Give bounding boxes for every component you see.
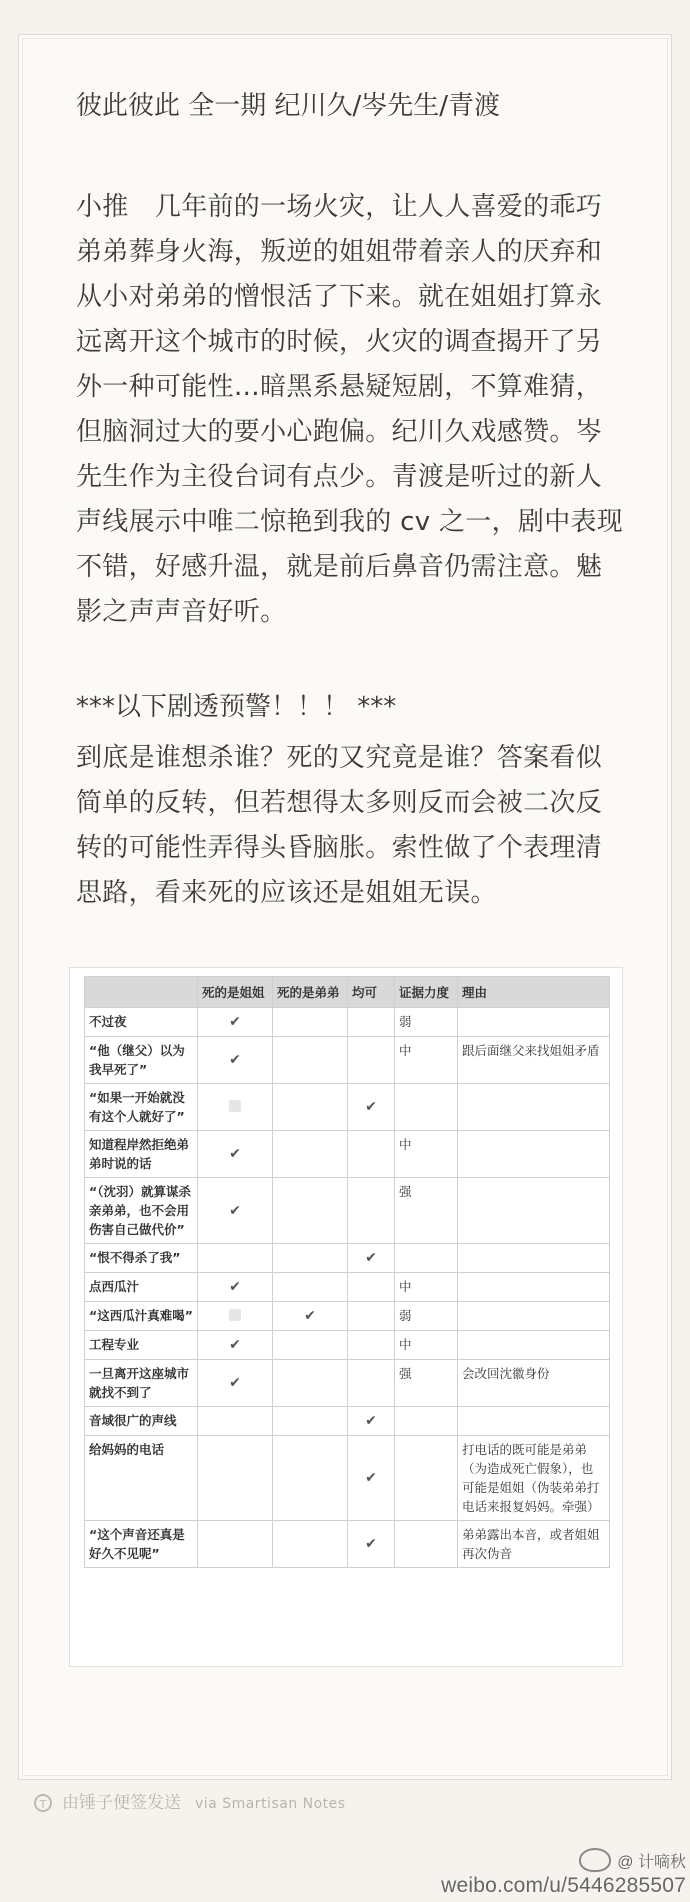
reason-cell bbox=[458, 1302, 610, 1331]
check-cell bbox=[273, 1407, 348, 1436]
check-cell bbox=[348, 1521, 395, 1568]
table-header-cell: 理由 bbox=[458, 977, 610, 1008]
table-row bbox=[85, 1407, 610, 1436]
checkmark-icon: ✔ bbox=[229, 1337, 241, 1353]
table-row bbox=[85, 1302, 610, 1331]
empty-checkbox-icon bbox=[229, 1309, 241, 1321]
check-cell bbox=[198, 1244, 273, 1273]
reason-cell bbox=[458, 1244, 610, 1273]
clue-cell: “恨不得杀了我” bbox=[85, 1244, 198, 1273]
check-cell bbox=[348, 1178, 395, 1244]
check-cell bbox=[348, 1436, 395, 1521]
table-header-cell: 证据力度 bbox=[395, 977, 458, 1008]
checkmark-icon: ✔ bbox=[229, 1279, 241, 1295]
watermark-handle: @ 计嘀秋 bbox=[617, 1853, 686, 1871]
check-cell bbox=[273, 1178, 348, 1244]
strength-cell bbox=[395, 1521, 458, 1568]
clue-cell: “如果一开始就没有这个人就好了” bbox=[85, 1084, 198, 1131]
check-cell bbox=[348, 1331, 395, 1360]
reason-cell bbox=[458, 1178, 610, 1244]
sent-by-text: 由锤子便签发送 bbox=[62, 1793, 181, 1813]
table-row bbox=[85, 1178, 610, 1244]
checkmark-icon: ✔ bbox=[365, 1413, 377, 1429]
clue-cell: “这个声音还真是好久不见呢” bbox=[85, 1521, 198, 1568]
strength-cell: 强 bbox=[395, 1360, 458, 1407]
check-cell bbox=[348, 1302, 395, 1331]
check-cell bbox=[198, 1008, 273, 1037]
clue-cell: 音域很广的声线 bbox=[85, 1407, 198, 1436]
checkmark-icon: ✔ bbox=[365, 1470, 377, 1486]
analysis-paragraph: 到底是谁想杀谁？死的又究竟是谁？答案看似简单的反转，但若想得太多则反而会被二次反转的可能性弄得头昏脑胀。索性做了个表理清思路，看来死的应该还是姐姐无误。 bbox=[76, 743, 603, 908]
spoiler-warning: ***以下剧透预警！！！ *** bbox=[76, 692, 397, 722]
reason-cell bbox=[458, 1407, 610, 1436]
checkmark-icon: ✔ bbox=[229, 1014, 241, 1030]
note-footer bbox=[34, 1788, 346, 1813]
strength-cell: 中 bbox=[395, 1331, 458, 1360]
strength-cell: 中 bbox=[395, 1131, 458, 1178]
check-cell bbox=[198, 1273, 273, 1302]
table-row bbox=[85, 1436, 610, 1521]
note-content bbox=[76, 84, 624, 916]
weibo-watermark bbox=[441, 1848, 686, 1898]
table-header-cell: 死的是姐姐 bbox=[198, 977, 273, 1008]
check-cell bbox=[198, 1178, 273, 1244]
check-cell bbox=[198, 1131, 273, 1178]
smartisan-logo-icon: T bbox=[34, 1794, 52, 1812]
checkmark-icon: ✔ bbox=[365, 1250, 377, 1266]
reason-cell bbox=[458, 1273, 610, 1302]
check-cell bbox=[198, 1084, 273, 1131]
clue-cell: 不过夜 bbox=[85, 1008, 198, 1037]
reason-cell bbox=[458, 1131, 610, 1178]
checkmark-icon: ✔ bbox=[229, 1375, 241, 1391]
strength-cell bbox=[395, 1407, 458, 1436]
clue-cell: 一旦离开这座城市就找不到了 bbox=[85, 1360, 198, 1407]
strength-cell: 中 bbox=[395, 1037, 458, 1084]
table-row bbox=[85, 1331, 610, 1360]
table-row bbox=[85, 1131, 610, 1178]
table-row bbox=[85, 1521, 610, 1568]
reason-cell bbox=[458, 1084, 610, 1131]
check-cell bbox=[273, 1521, 348, 1568]
strength-cell bbox=[395, 1244, 458, 1273]
intro-paragraph: 小推 几年前的一场火灾，让人人喜爱的乖巧弟弟葬身火海，叛逆的姐姐带着亲人的厌弃和从小对弟弟的憎恨活了下来。就在姐姐打算永远离开这个城市的时候，火灾的调查揭开了另外一种可能性…暗黑系悬疑短剧，不算难猜，但脑洞过大的要小心跑偏。纪川久戏感赞。岑先生作为主役台词有点少。青渡是听过的新人声线展示中唯二惊艳到我的 cv 之一，剧中表现不错，好感升温，就是前后鼻音仍需注意。魅影之声声音好听。 bbox=[76, 192, 624, 627]
strength-cell bbox=[395, 1084, 458, 1131]
check-cell bbox=[348, 1131, 395, 1178]
strength-cell: 弱 bbox=[395, 1008, 458, 1037]
empty-checkbox-icon bbox=[229, 1100, 241, 1112]
reason-cell: 打电话的既可能是弟弟（为造成死亡假象），也可能是姐姐（伪装弟弟打电话来报复妈妈。牵强） bbox=[458, 1436, 610, 1521]
table-body bbox=[85, 1008, 610, 1568]
reason-cell: 跟后面继父来找姐姐矛盾 bbox=[458, 1037, 610, 1084]
check-cell bbox=[198, 1360, 273, 1407]
check-cell bbox=[198, 1302, 273, 1331]
analysis-table-image bbox=[70, 968, 622, 1666]
check-cell bbox=[198, 1331, 273, 1360]
checkmark-icon: ✔ bbox=[304, 1308, 316, 1324]
check-cell bbox=[273, 1084, 348, 1131]
clue-cell: 知道程岸然拒绝弟弟时说的话 bbox=[85, 1131, 198, 1178]
table-header-cell: 死的是弟弟 bbox=[273, 977, 348, 1008]
table-row bbox=[85, 1037, 610, 1084]
checkmark-icon: ✔ bbox=[365, 1536, 377, 1552]
clue-cell: “这西瓜汁真难喝” bbox=[85, 1302, 198, 1331]
check-cell bbox=[348, 1360, 395, 1407]
checkmark-icon: ✔ bbox=[229, 1052, 241, 1068]
check-cell bbox=[198, 1521, 273, 1568]
checkmark-icon: ✔ bbox=[229, 1202, 241, 1219]
strength-cell bbox=[395, 1436, 458, 1521]
checkmark-icon: ✔ bbox=[229, 1146, 241, 1162]
table-row bbox=[85, 1273, 610, 1302]
check-cell bbox=[273, 1008, 348, 1037]
clue-cell: 点西瓜汁 bbox=[85, 1273, 198, 1302]
table-header-cell bbox=[85, 977, 198, 1008]
check-cell bbox=[273, 1244, 348, 1273]
via-text: via Smartisan Notes bbox=[195, 1796, 346, 1812]
table-row bbox=[85, 1084, 610, 1131]
check-cell bbox=[273, 1131, 348, 1178]
check-cell bbox=[273, 1360, 348, 1407]
clue-cell: 工程专业 bbox=[85, 1331, 198, 1360]
clue-cell: “他（继父）以为我早死了” bbox=[85, 1037, 198, 1084]
check-cell bbox=[273, 1331, 348, 1360]
check-cell bbox=[273, 1436, 348, 1521]
check-cell bbox=[273, 1273, 348, 1302]
check-cell bbox=[348, 1084, 395, 1131]
check-cell bbox=[198, 1407, 273, 1436]
reason-cell: 弟弟露出本音，或者姐姐再次伪音 bbox=[458, 1521, 610, 1568]
check-cell bbox=[348, 1037, 395, 1084]
check-cell bbox=[348, 1273, 395, 1302]
reason-cell bbox=[458, 1331, 610, 1360]
check-cell bbox=[198, 1436, 273, 1521]
table-row bbox=[85, 1244, 610, 1273]
table-header-cell: 均可 bbox=[348, 977, 395, 1008]
strength-cell: 强 bbox=[395, 1178, 458, 1244]
strength-cell: 中 bbox=[395, 1273, 458, 1302]
check-cell bbox=[348, 1407, 395, 1436]
table-header-row bbox=[85, 977, 610, 1008]
reason-cell bbox=[458, 1008, 610, 1037]
check-cell bbox=[273, 1302, 348, 1331]
check-cell bbox=[348, 1008, 395, 1037]
clue-cell: “（沈羽）就算谋杀亲弟弟，也不会用伤害自己做代价” bbox=[85, 1178, 198, 1244]
check-cell bbox=[273, 1037, 348, 1084]
reason-cell: 会改回沈徽身份 bbox=[458, 1360, 610, 1407]
analysis-table bbox=[84, 976, 610, 1568]
note-title: 彼此彼此 全一期 纪川久/岑先生/青渡 bbox=[76, 91, 501, 121]
watermark-url: weibo.com/u/5446285507 bbox=[441, 1874, 686, 1897]
checkmark-icon: ✔ bbox=[365, 1099, 377, 1115]
weibo-logo-icon bbox=[579, 1848, 611, 1872]
strength-cell: 弱 bbox=[395, 1302, 458, 1331]
check-cell bbox=[348, 1244, 395, 1273]
check-cell bbox=[198, 1037, 273, 1084]
table-row bbox=[85, 1360, 610, 1407]
clue-cell: 给妈妈的电话 bbox=[85, 1436, 198, 1521]
table-row bbox=[85, 1008, 610, 1037]
